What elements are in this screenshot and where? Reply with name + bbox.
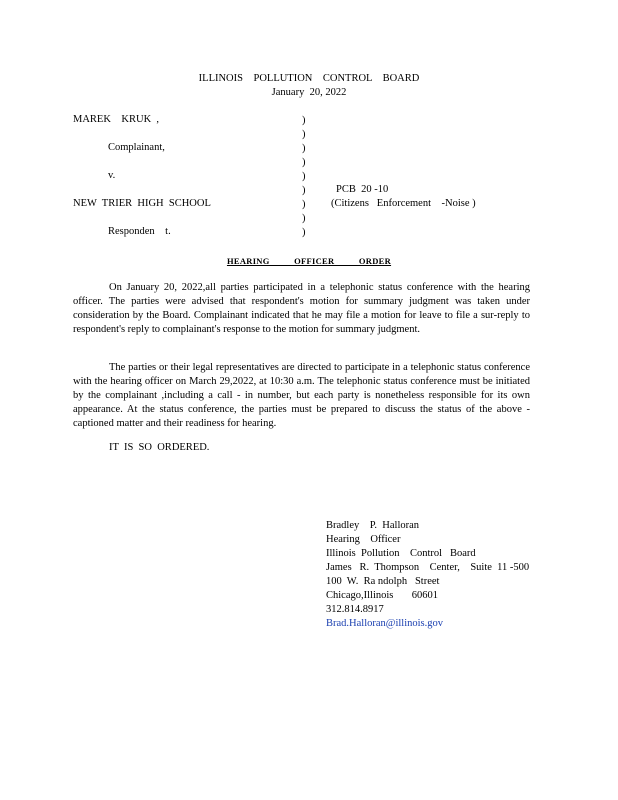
paragraph-conference-summary <box>73 281 530 337</box>
respondent-name: NEW TRIER HIGH SCHOOL <box>73 198 211 209</box>
caption-paren: ) <box>302 157 306 168</box>
caption-paren: ) <box>302 115 306 126</box>
respondent-label: Responden t. <box>108 226 171 237</box>
agency-name: ILLINOIS POLLUTION CONTROL BOARD <box>198 73 420 84</box>
paragraph-2-text: The parties or their legal representatives are directed to participate in a telephonic status conference with the hearing officer on March 29,2022, at 10:30 a.m. The telephonic status conference must be initiated by the complainant ,including a call - in number, but each party is nonetheless responsible for its own appearance. At the status conference, the parties must be prepared to discuss the status of the above -captioned matter and their readiness for hearing. <box>73 362 530 429</box>
phone-number: 312.814.8917 <box>326 604 384 615</box>
signer-title: Hearing Officer <box>326 534 401 545</box>
paragraph-1-text: On January 20, 2022,all parties participated in a telephonic status conference with the hearing officer. The parties were advised that respondent's motion for summary judgment was taken under consideration by the Board. Complainant indicated that he may file a motion for leave to file a sur-reply to respondent's reply to complainant's response to the motion for summary judgment. <box>73 282 530 335</box>
order-date: January 20, 2022 <box>271 87 347 98</box>
address-line-2: 100 W. Ra ndolph Street <box>326 576 440 587</box>
address-line-1: James R. Thompson Center, Suite 11 -500 <box>326 562 530 573</box>
complainant-name: MAREK KRUK , <box>73 114 160 125</box>
email-link[interactable]: Brad.Halloran@illinois.gov <box>326 618 443 629</box>
caption-divider <box>302 114 306 240</box>
address-city: Chicago,Illinois 60601 <box>326 590 438 601</box>
caption-paren: ) <box>302 213 306 224</box>
caption-paren: ) <box>302 227 306 238</box>
case-number: PCB 20 -10 <box>336 184 389 195</box>
signer-organization: Illinois Pollution Control Board <box>326 548 476 559</box>
complainant-label: Complainant, <box>108 142 165 153</box>
versus-label: v. <box>108 170 116 181</box>
signature-block <box>326 519 529 631</box>
caption-paren: ) <box>302 199 306 210</box>
caption-paren: ) <box>302 143 306 154</box>
caption-paren: ) <box>302 171 306 182</box>
paragraph-status-directive <box>73 361 530 431</box>
order-title: HEARING OFFICER ORDER <box>226 256 392 266</box>
caption-paren: ) <box>302 185 306 196</box>
caption-paren: ) <box>302 129 306 140</box>
signer-name: Bradley P. Halloran <box>326 520 420 531</box>
closing-statement: IT IS SO ORDERED. <box>109 442 210 453</box>
case-type: (Citizens Enforcement -Noise ) <box>331 198 476 209</box>
